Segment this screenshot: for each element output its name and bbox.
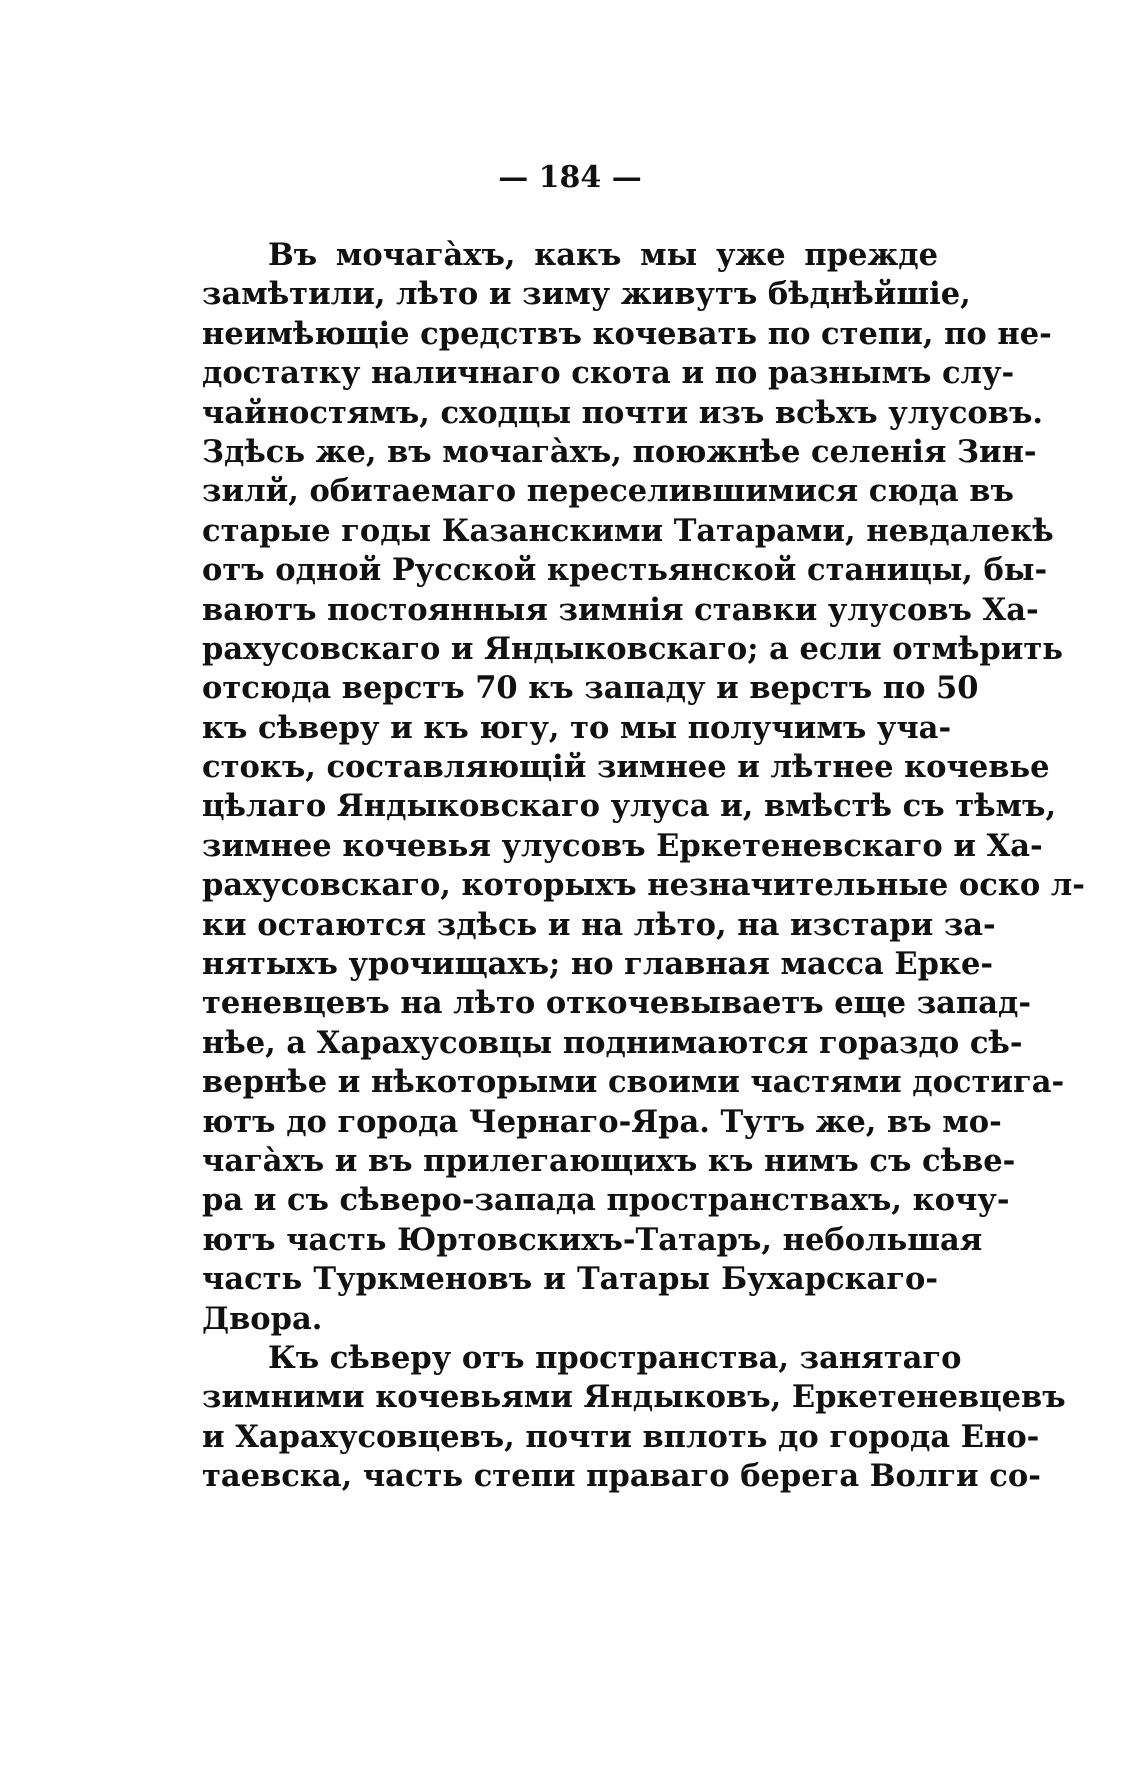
text-line: чагàхъ и въ прилегающихъ къ нимъ съ сѣве- bbox=[202, 1142, 1016, 1179]
page-number: — 184 — bbox=[498, 160, 642, 195]
text-line: стокъ, составляющій зимнее и лѣтнее кочевье bbox=[202, 749, 1050, 786]
text-line: вернѣе и нѣкоторыми своими частями достига- bbox=[202, 1064, 1065, 1101]
text-line: ютъ до города Чернаго-Яра. Тутъ же, въ мо- bbox=[202, 1103, 1002, 1140]
text-line: неимѣющіе средствъ кочевать по степи, по не- bbox=[202, 315, 1052, 352]
text-line: старые годы Казанскими Татарами, невдалекѣ bbox=[202, 512, 1054, 549]
text-line: ра и съ сѣверо-запада пространствахъ, кочу- bbox=[202, 1182, 1010, 1219]
paragraph-2 bbox=[202, 1339, 1066, 1497]
text-line: рахусовскаго, которыхъ незначительные оско л- bbox=[202, 867, 1085, 904]
text-line: Здѣсь же, въ мочагàхъ, поюжнѣе селенія Зин- bbox=[202, 433, 1037, 470]
text-line: нѣе, а Харахусовцы поднимаются гораздо сѣ- bbox=[202, 1024, 1023, 1061]
text-line: таевска, часть степи праваго берега Волги со- bbox=[202, 1458, 1041, 1495]
text-line: ваютъ постоянныя зимнія ставки улусовъ Ха- bbox=[202, 591, 1039, 628]
text-line: чайностямъ, сходцы почти изъ всѣхъ улусовъ. bbox=[202, 394, 1043, 431]
text-line: къ сѣверу и къ югу, то мы получимъ уча- bbox=[202, 709, 952, 746]
text-line: замѣтили, лѣто и зиму живутъ бѣднѣйшіе, bbox=[202, 276, 971, 313]
text-line: Въ мочагàхъ, какъ мы уже прежде bbox=[268, 237, 938, 273]
paragraph-1 bbox=[202, 236, 1085, 1339]
text-line: рахусовскаго и Яндыковскаго; а если отмѣрить bbox=[202, 630, 1063, 667]
text-line: нятыхъ урочищахъ; но главная масса Ерке- bbox=[202, 946, 994, 983]
text-line: зимнее кочевья улусовъ Еркетеневскаго и Ха- bbox=[202, 827, 1043, 864]
text-line: Двора. bbox=[202, 1300, 323, 1337]
text-line: отъ одной Русской крестьянской станицы, бы- bbox=[202, 552, 1048, 589]
text-line: достатку наличнаго скота и по разнымъ слу- bbox=[202, 355, 1015, 392]
body-text bbox=[202, 236, 1085, 1497]
text-line: часть Туркменовъ и Татары Бухарскаго- bbox=[202, 1261, 938, 1298]
text-line: ки остаются здѣсь и на лѣто, на изстари за- bbox=[202, 906, 996, 943]
text-line: ютъ часть Юртовскихъ-Татаръ, небольшая bbox=[202, 1221, 983, 1258]
text-line: и Харахусовцевъ, почти вплоть до города Ено- bbox=[202, 1418, 1040, 1455]
text-line: отсюда верстъ 70 къ западу и верстъ по 50 bbox=[202, 670, 979, 707]
text-line: цѣлаго Яндыковскаго улуса и, вмѣстѣ съ тѣмъ, bbox=[202, 788, 1057, 825]
text-line: зилй, обитаемаго переселившимися сюда въ bbox=[202, 473, 1014, 510]
text-line: теневцевъ на лѣто откочевываетъ еще запад- bbox=[202, 985, 1031, 1022]
text-line: Къ сѣверу отъ пространства, занятаго bbox=[268, 1339, 962, 1376]
text-line: зимними кочевьями Яндыковъ, Еркетеневцевъ bbox=[202, 1379, 1066, 1416]
